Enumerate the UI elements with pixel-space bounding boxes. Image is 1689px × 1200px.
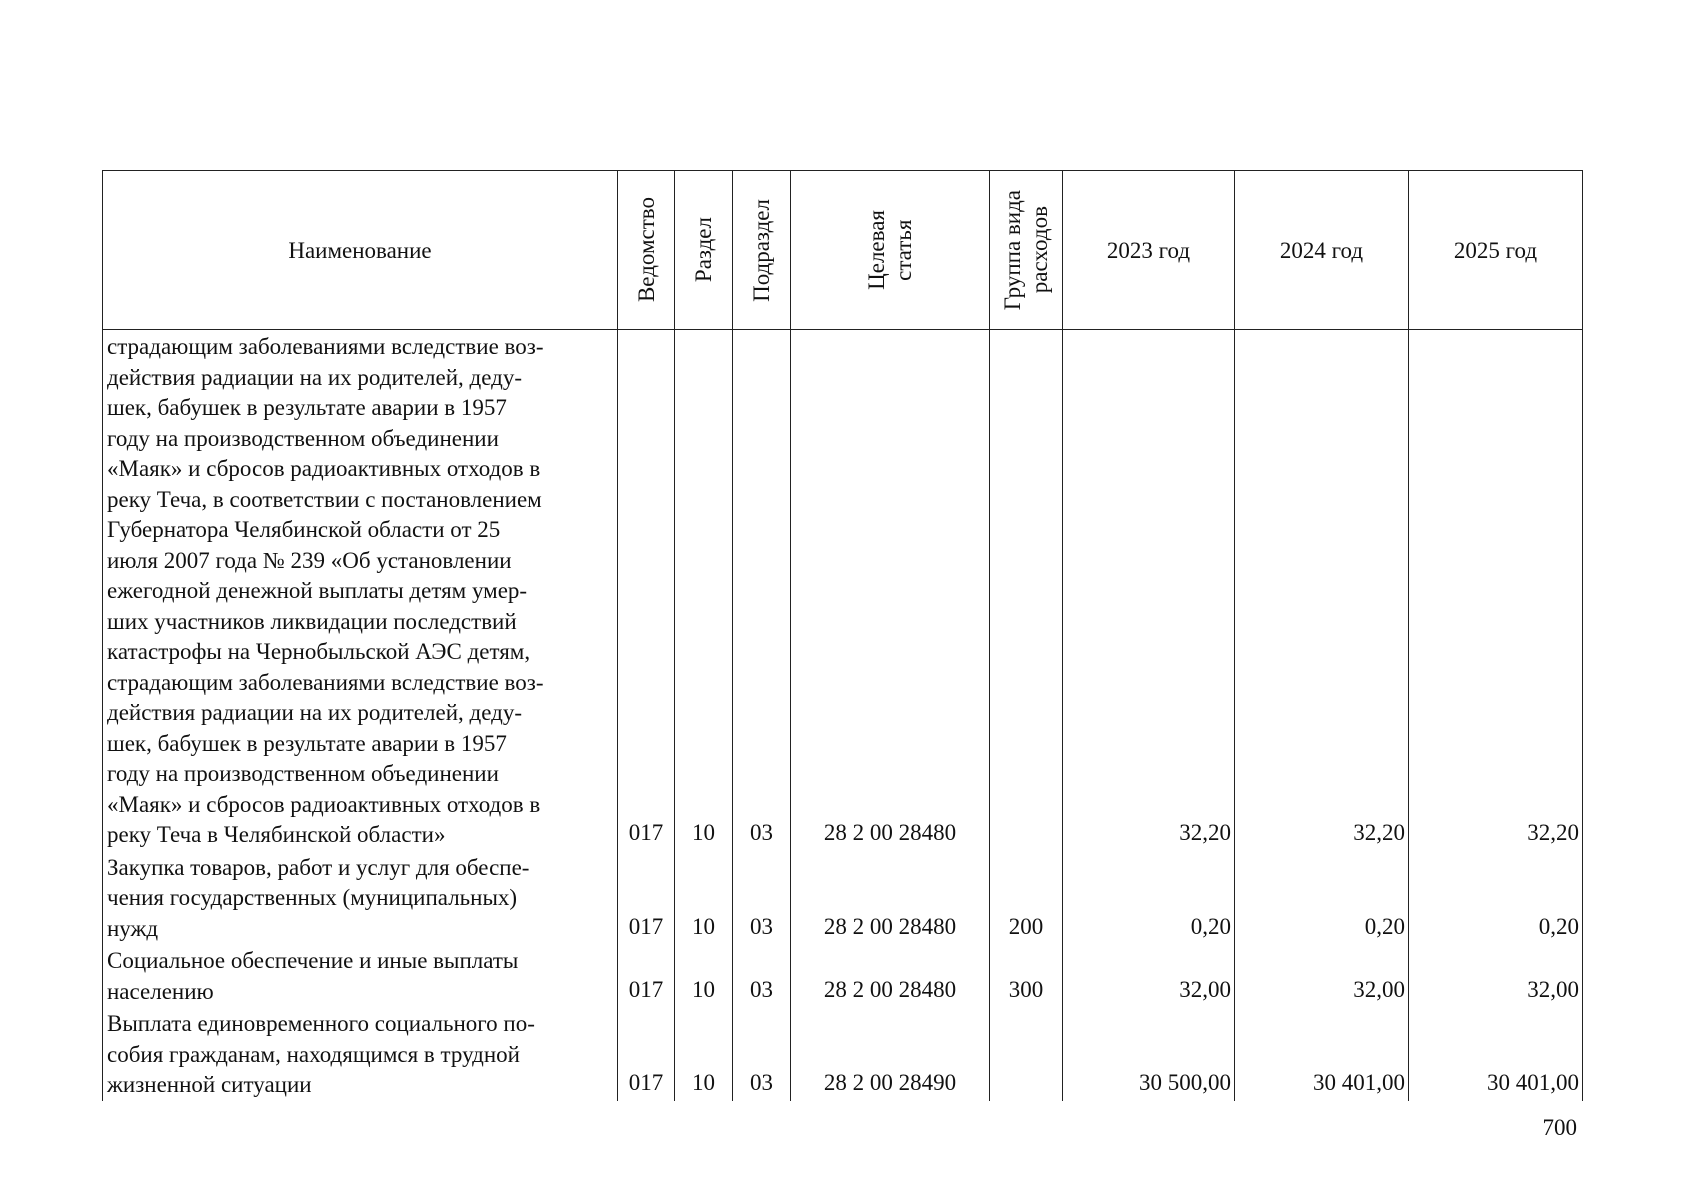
row-0-name-line: году на производственном объединении	[107, 425, 499, 451]
row-3-2024-value: 30 401,00	[1313, 1070, 1405, 1095]
row-1-gruppa	[990, 851, 1063, 945]
row-0-name-line: «Маяк» и сбросов радиоактивных отходов в	[107, 791, 541, 817]
row-2-name-line: населению	[107, 978, 214, 1004]
header-name	[103, 171, 618, 330]
row-3-2023-value: 30 500,00	[1139, 1070, 1231, 1095]
row-0-podrazdel-value: 03	[750, 820, 773, 845]
row-0-name-line: страдающим заболеваниями вследствие воз-	[107, 334, 544, 359]
header-2025	[1409, 171, 1583, 330]
row-2-gruppa	[990, 944, 1063, 1007]
row-3-name-line: Выплата единовременного социального по-	[107, 1011, 535, 1036]
row-0-2023	[1063, 330, 1235, 851]
header-vedomstvo-label: Ведомство	[633, 197, 659, 303]
row-3-razdel-value: 10	[692, 1070, 715, 1095]
row-1-vedomstvo-value: 017	[628, 913, 664, 939]
row-0-razdel	[675, 330, 733, 851]
row-2-vedomstvo	[618, 944, 675, 1007]
row-0-gruppa	[990, 330, 1063, 851]
row-2-celevaya	[791, 944, 990, 1007]
row-1-name-line: нужд	[107, 915, 159, 941]
row-2-2023	[1063, 944, 1235, 1007]
page-number: 700	[1542, 1115, 1577, 1140]
row-1-gruppa-value: 200	[1008, 913, 1044, 939]
row-0-podrazdel	[733, 330, 791, 851]
row-1-2023	[1063, 851, 1235, 945]
header-celevaya-label	[863, 210, 917, 290]
row-0-name-line: катастрофы на Чернобыльской АЭС детям,	[107, 639, 531, 664]
row-3-razdel	[675, 1007, 733, 1101]
row-2-name-line: Социальное обеспечение и иные выплаты	[107, 948, 519, 973]
row-0-name-line: страдающим заболеваниями вследствие воз-	[107, 669, 544, 695]
row-0-vedomstvo-value: 017	[628, 820, 664, 845]
row-1-razdel-value: 10	[692, 913, 715, 939]
row-2-celevaya-value: 28 2 00 28480	[823, 976, 957, 1002]
header-2025-label: 2025 год	[1453, 237, 1538, 263]
row-1-2025-value: 0,20	[1538, 913, 1579, 939]
row-0-name-line: ежегодной денежной выплаты детям умер-	[107, 578, 528, 603]
row-3-name	[103, 1007, 618, 1101]
row-2-2024-value: 32,00	[1353, 976, 1405, 1002]
row-0-celevaya-value: 28 2 00 28480	[823, 820, 957, 845]
row-1-name-line: чения государственных (муниципальных)	[107, 885, 518, 910]
row-2-razdel	[675, 944, 733, 1007]
row-0-vedomstvo	[618, 330, 675, 851]
row-2-vedomstvo-value: 017	[628, 976, 664, 1002]
row-3-podrazdel	[733, 1007, 791, 1101]
row-0-2024	[1235, 330, 1409, 851]
row-1-podrazdel	[733, 851, 791, 945]
header-razdel	[675, 171, 733, 330]
row-2-podrazdel	[733, 944, 791, 1007]
row-1-2024	[1235, 851, 1409, 945]
row-0-2023-value: 32,20	[1179, 820, 1231, 845]
row-0-name-line: году на производственном объединении	[107, 761, 499, 786]
header-name-label: Наименование	[288, 237, 432, 263]
row-0-name	[103, 330, 618, 851]
row-0-name-line: «Маяк» и сбросов радиоактивных отходов в	[107, 456, 541, 481]
budget-table	[102, 170, 1583, 1101]
row-2-name	[103, 944, 618, 1007]
header-podrazdel-label: Подраздел	[749, 198, 774, 302]
row-1-podrazdel-value: 03	[750, 913, 773, 939]
row-0-name-line: действия радиации на их родителей, деду-	[107, 700, 522, 725]
header-vedomstvo	[618, 171, 675, 330]
header-podrazdel	[733, 171, 791, 330]
row-2-2025-value: 32,00	[1527, 976, 1579, 1002]
row-1-2023-value: 0,20	[1190, 913, 1231, 939]
row-0-2025	[1409, 330, 1583, 851]
row-3-vedomstvo-value: 017	[628, 1070, 664, 1095]
header-gruppa-line1: Группа вида	[1000, 189, 1025, 311]
row-0-name-line: реку Теча в Челябинской области»	[107, 822, 446, 847]
row-1-name	[103, 851, 618, 945]
row-0-name-line: шек, бабушек в результате аварии в 1957	[107, 395, 507, 420]
row-3-2023	[1063, 1007, 1235, 1101]
row-3-celevaya-value: 28 2 00 28490	[823, 1070, 957, 1095]
header-2024	[1235, 171, 1409, 330]
header-razdel-label: Раздел	[691, 217, 716, 283]
row-1-2024-value: 0,20	[1364, 913, 1405, 939]
row-0-celevaya	[791, 330, 990, 851]
row-2-2023-value: 32,00	[1179, 976, 1231, 1002]
row-1-name-line: Закупка товаров, работ и услуг для обеспе-	[107, 854, 530, 880]
row-3-2024	[1235, 1007, 1409, 1101]
row-0-name-line: шек, бабушек в результате аварии в 1957	[107, 730, 507, 756]
row-1-razdel	[675, 851, 733, 945]
header-celevaya-line2: статья	[891, 219, 916, 281]
row-1-vedomstvo	[618, 851, 675, 945]
header-celevaya	[791, 171, 990, 330]
row-0-2025-value: 32,20	[1527, 820, 1579, 845]
row-3-vedomstvo	[618, 1007, 675, 1101]
header-gruppa-label	[999, 190, 1053, 310]
row-1-2025	[1409, 851, 1583, 945]
row-0-name-line: ших участников ликвидации последствий	[107, 608, 517, 634]
row-3-celevaya	[791, 1007, 990, 1101]
header-2024-label: 2024 год	[1279, 237, 1364, 263]
row-0-name-line: Губернатора Челябинской области от 25	[107, 517, 501, 542]
row-2-razdel-value: 10	[692, 976, 715, 1002]
row-3-2025	[1409, 1007, 1583, 1101]
row-2-gruppa-value: 300	[1008, 976, 1044, 1002]
row-3-gruppa	[990, 1007, 1063, 1101]
row-1-celevaya	[791, 851, 990, 945]
row-0-name-line: действия радиации на их родителей, деду-	[107, 364, 522, 390]
row-2-2024	[1235, 944, 1409, 1007]
row-0-2024-value: 32,20	[1353, 820, 1405, 845]
row-1-celevaya-value: 28 2 00 28480	[823, 913, 957, 939]
header-celevaya-line1: Целевая	[864, 210, 889, 290]
header-2023	[1063, 171, 1235, 330]
header-2023-label: 2023 год	[1106, 237, 1191, 263]
row-2-2025	[1409, 944, 1583, 1007]
header-gruppa	[990, 171, 1063, 330]
row-3-name-line: жизненной ситуации	[107, 1072, 312, 1097]
row-0-name-line: реку Теча, в соответствии с постановлением	[107, 486, 542, 512]
row-3-2025-value: 30 401,00	[1487, 1070, 1579, 1095]
row-2-podrazdel-value: 03	[750, 976, 773, 1002]
row-3-podrazdel-value: 03	[750, 1070, 773, 1095]
row-3-name-line: собия гражданам, находящимся в трудной	[107, 1041, 520, 1067]
header-gruppa-line2: расходов	[1027, 206, 1052, 294]
row-0-razdel-value: 10	[692, 820, 715, 845]
row-0-name-line: июля 2007 года № 239 «Об установлении	[107, 547, 512, 573]
